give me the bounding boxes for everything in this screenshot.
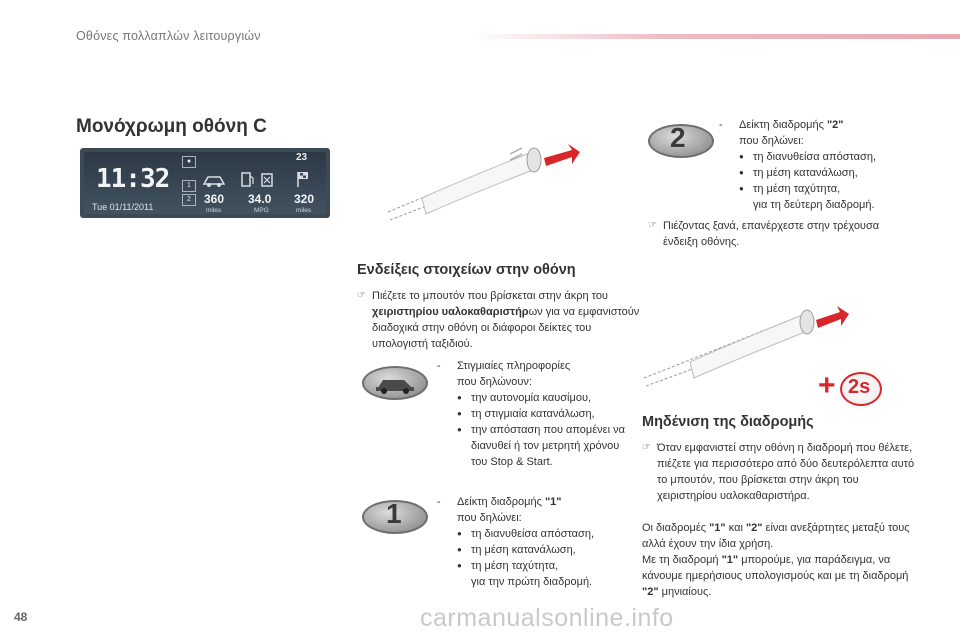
item-trip-1: - Δείκτη διαδρομής "1" που δηλώνει: ● τη διανυθείσα απόσταση, ● τη μέση κατανάλωση, ● τη μέση ταχύτητα, για την πρώτη διαδρομή. (437, 494, 637, 590)
display-value-distance: 320 (294, 192, 315, 206)
fuel-can-icon (262, 174, 272, 186)
watermark: carmanualsonline.info (420, 604, 674, 632)
return-instruction: ☞ Πιέζοντας ξανά, επανέρχεστε στην τρέχουσα ένδειξη οθόνης. (648, 220, 880, 248)
flag-icon (298, 172, 308, 187)
display-unit-range: miles (206, 207, 222, 214)
instant-bullet-3: ● την απόσταση που απομένει να διανυθεί ή τον μετρητή χρόνου του Stop & Start. (457, 422, 631, 470)
display-icons (198, 168, 318, 190)
page-title: Μονόχρωμη οθόνη C (76, 116, 267, 137)
display-unit-distance: miles (296, 207, 312, 214)
finger-icon: ☞ (642, 442, 651, 453)
trip1-bullet-1: ● τη διανυθείσα απόσταση, (457, 526, 637, 542)
monochrome-display (80, 148, 330, 218)
item-trip-2: - Δείκτη διαδρομής "2" που δηλώνει: ● τη διανυθείσα απόσταση, ● τη μέση κατανάλωση, ● τη μέση ταχύτητα, για τη δεύτερη διαδρομή. (719, 117, 939, 213)
display-value-consumption: 34.0 (248, 192, 272, 206)
wiper-stalk-term: χειριστηρίου υαλοκαθαριστήρ (372, 306, 529, 318)
header-title: Οθόνες πολλαπλών λειτουργιών (76, 29, 261, 43)
trip1-bullet-3: ● τη μέση ταχύτητα, (457, 558, 637, 574)
reset-paragraph-2: Με τη διαδρομή "1" μπορούμε, για παράδειγμα, να κάνουμε ημερήσιους υπολογισμούς και με τη διαδρομή "2" μηνιαίους. (642, 554, 909, 598)
car-badge (362, 366, 428, 400)
hold-2s-badge (818, 369, 882, 404)
wiper-stalk-illustration (382, 128, 582, 226)
red-arrow-icon (816, 306, 849, 328)
instant-bullet-1: ● την αυτονομία καυσίμου, (457, 390, 637, 406)
display-date: Tue 01/11/2011 (92, 202, 154, 212)
finger-icon: ☞ (648, 220, 657, 231)
display-trip-tab-1: 1 (182, 180, 196, 192)
plus-sign: + (818, 369, 836, 402)
trip-1-label: "1" (544, 496, 562, 508)
display-value-range: 360 (204, 192, 225, 206)
instant-line1: Στιγμιαίες πληροφορίες (457, 360, 571, 372)
display-car-icon: ● (182, 156, 196, 168)
trip1-tail: για την πρώτη διαδρομή. (471, 576, 593, 588)
car-icon (364, 368, 426, 398)
display-unit-consumption: MPG (254, 207, 269, 214)
display-temperature: 23 (296, 152, 308, 163)
car-icon (204, 177, 224, 187)
section-title-indicators: Ενδείξεις στοιχείων στην οθόνη (357, 262, 576, 278)
reset-paragraph-1: Οι διαδρομές "1" και "2" είναι ανεξάρτητες μεταξύ τους αλλά έχουν την ίδια χρήση. (642, 522, 910, 550)
trip2-bullet-1: ● τη διανυθείσα απόσταση, (739, 149, 939, 165)
trip2-bullet-2: ● τη μέση κατανάλωση, (739, 165, 939, 181)
trip-1-badge: 1 (362, 500, 428, 534)
instruction-indicators: ☞ Πιέζετε το μπουτόν που βρίσκεται στην άκρη του χειριστηρίου υαλοκαθαριστήρων για να εμφανιστούν διαδοχικά στην οθόνη οι διάφοροι δείκτες του υπολογιστή ταξιδιού. (357, 290, 640, 350)
header-bar (470, 34, 960, 39)
trip-2-badge: 2 (648, 124, 714, 158)
instant-bullet-2: ● τη στιγμιαία κατανάλωση, (457, 406, 637, 422)
section-title-reset: Μηδένιση της διαδρομής (642, 414, 814, 430)
trip2-tail: για τη δεύτερη διαδρομή. (753, 199, 875, 211)
red-arrow-icon (544, 144, 580, 166)
finger-icon: ☞ (357, 290, 366, 301)
instant-line2: που δηλώνουν: (457, 376, 532, 388)
reset-instruction: ☞ Όταν εμφανιστεί στην οθόνη η διαδρομή που θέλετε, πιέζετε για περισσότερο από δύο δευτερόλεπτα αυτό το μπουτόν, που βρίσκεται στην άκρη του χειριστηρίου υαλοκαθαριστήρα. (642, 442, 915, 502)
display-trip-tab-2: 2 (182, 194, 196, 206)
trip2-bullet-3: ● τη μέση ταχύτητα, (739, 181, 939, 197)
trip-2-label: "2" (826, 119, 844, 131)
item-instant-info: - Στιγμιαίες πληροφορίες που δηλώνουν: ● την αυτονομία καυσίμου, ● τη στιγμιαία κατανάλωση, ● την απόσταση που απομένει να διανυθεί ή τον μετρητή χρόνου του Stop & Start. (437, 358, 637, 470)
page-number: 48 (14, 610, 28, 624)
display-time: 11:32 (96, 164, 170, 194)
trip1-bullet-2: ● τη μέση κατανάλωση, (457, 542, 637, 558)
display-screen (84, 152, 326, 214)
hold-2s-label: 2s (848, 376, 871, 398)
fuel-pump-icon (242, 173, 253, 186)
